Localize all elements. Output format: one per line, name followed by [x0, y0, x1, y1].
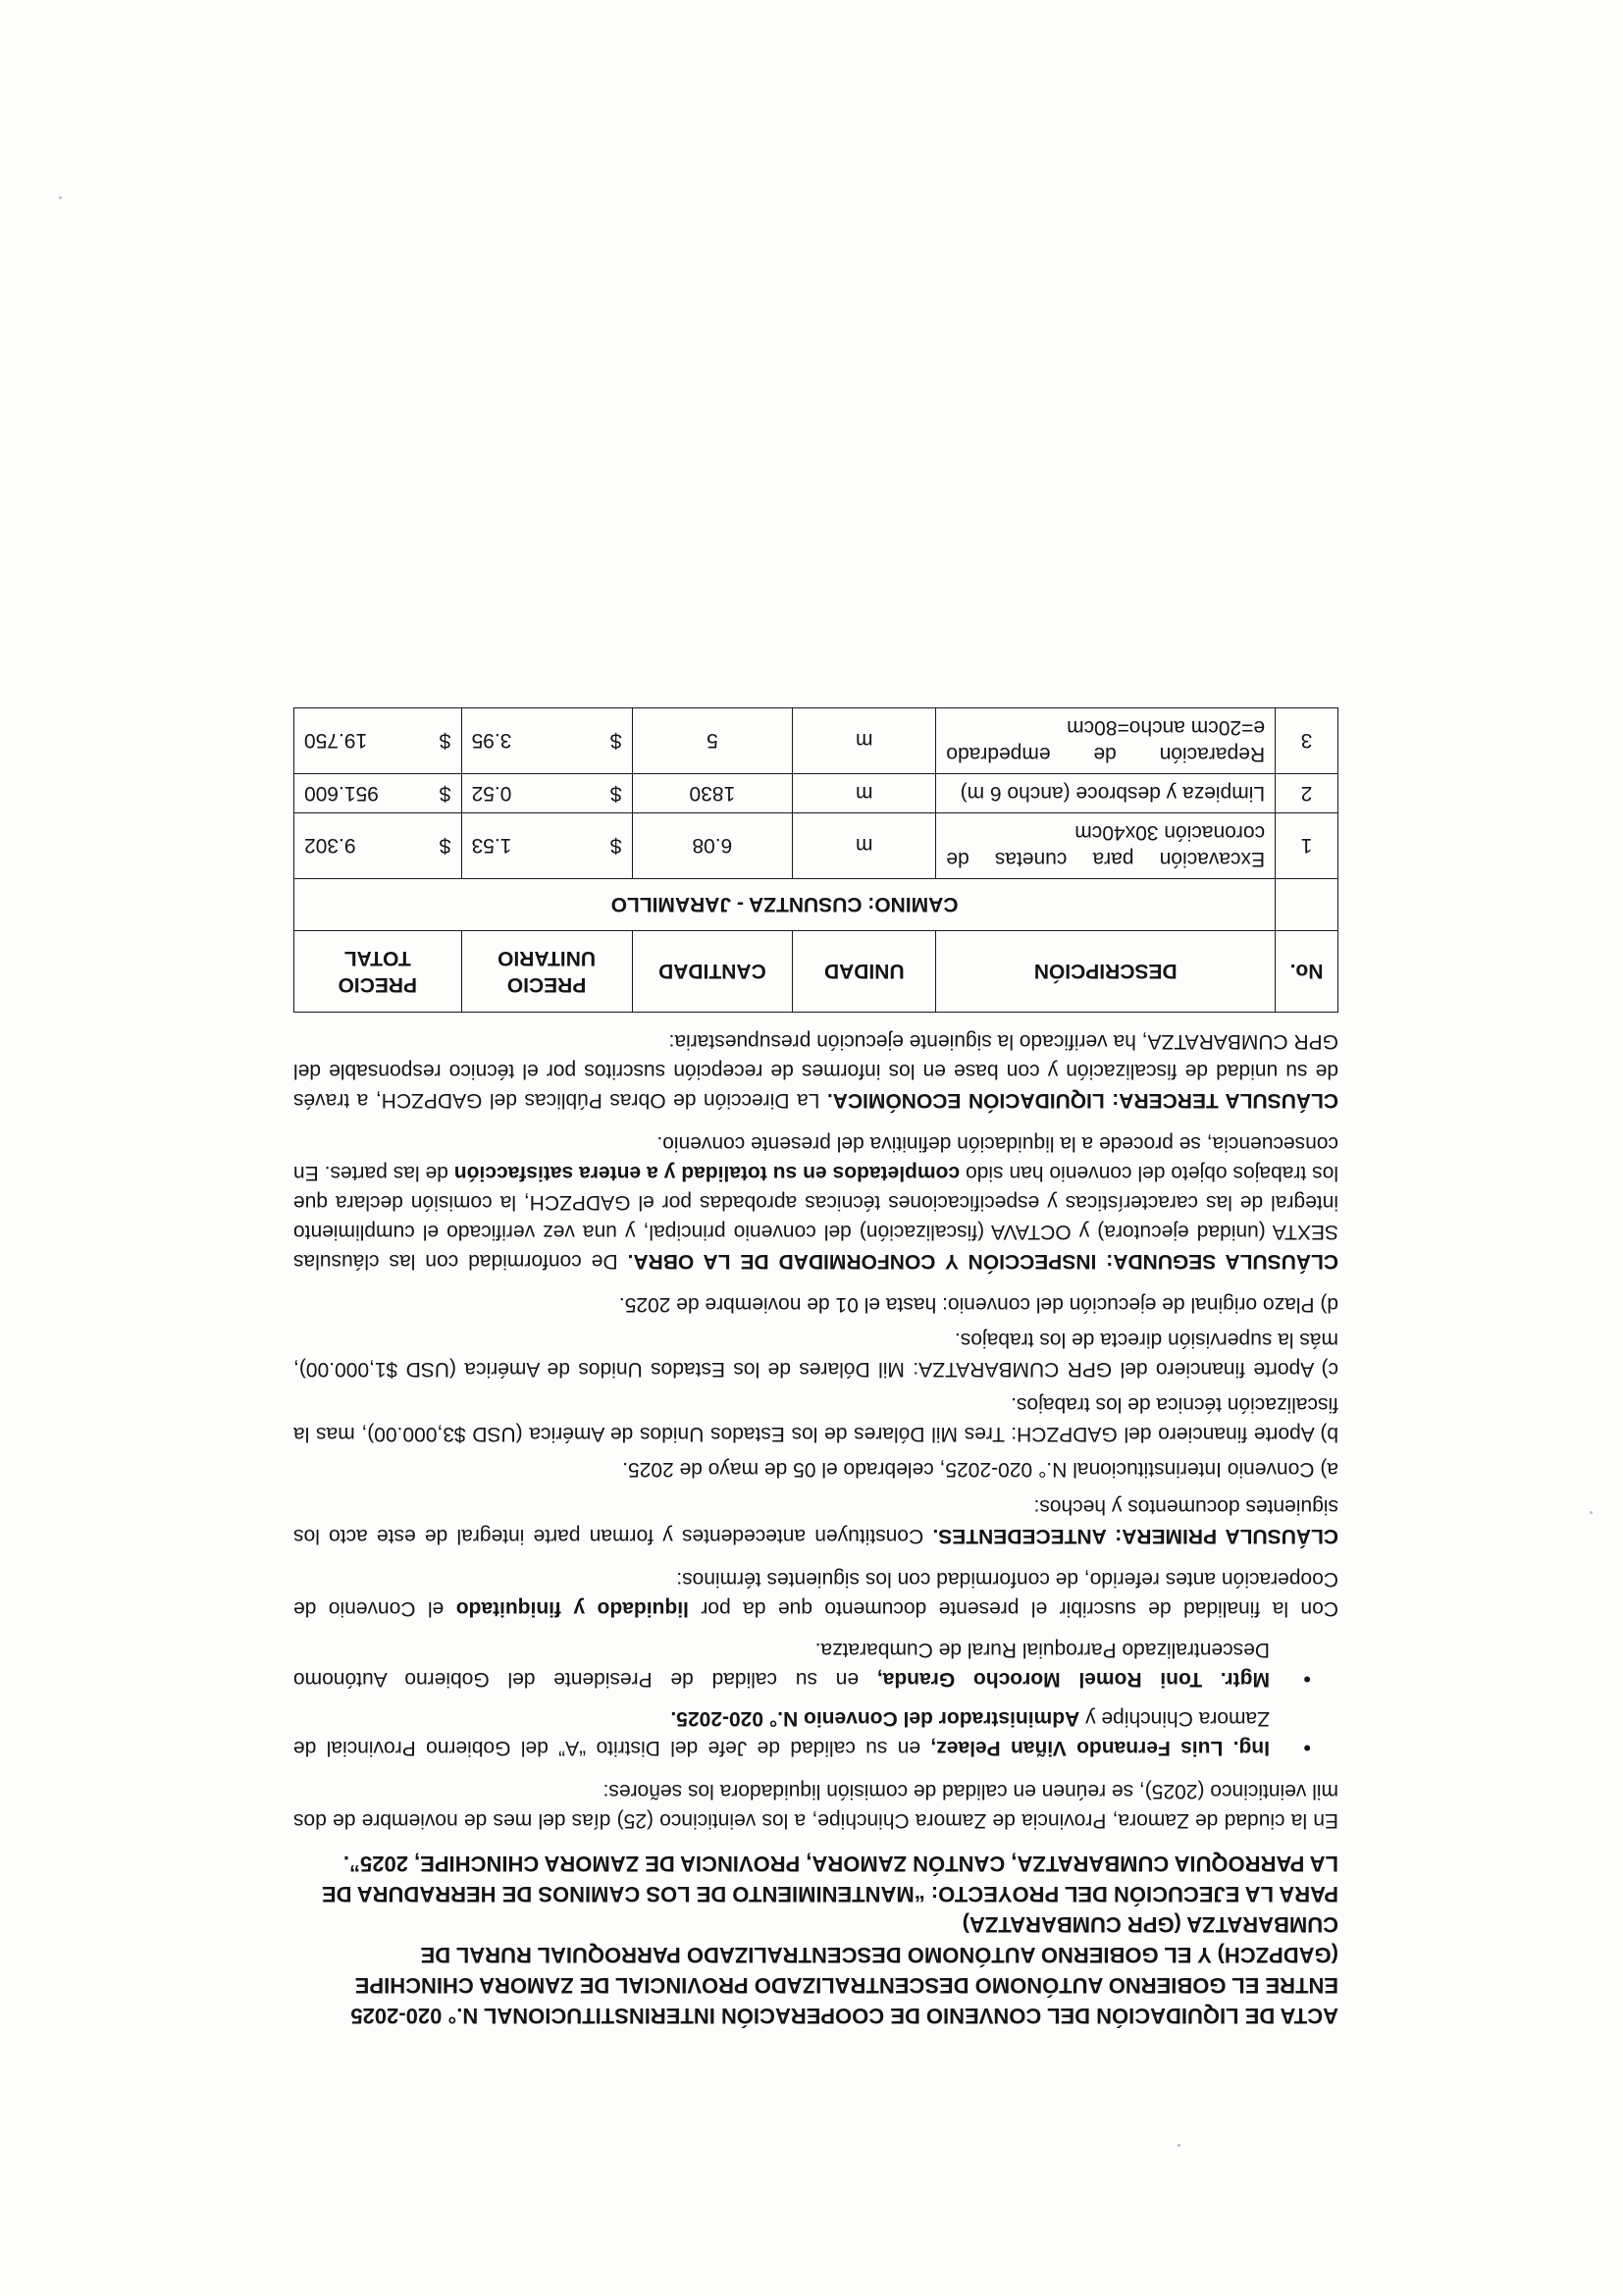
title-line-3: (GADPZCH) Y EL GOBIERNO AUTÓNOMO DESCENTRALIZADO PARROQUIAL RURAL DE [420, 1943, 1338, 1967]
cell-no: 2 [1276, 774, 1338, 813]
clause-2-bold: completados en su totalidad y a entera satisfacción [453, 1162, 961, 1184]
currency-symbol: $ [439, 782, 451, 805]
signer-item [293, 1635, 1338, 1694]
antecedents-list [293, 1289, 1338, 1484]
title-line-1: ACTA DE LIQUIDACIÓN DEL CONVENIO DE COOPERACIÓN INTERINSTITUCIONAL N.° 020-2025 [350, 2004, 1338, 2028]
cell-unit-price [461, 774, 632, 813]
cell-unit: m [793, 813, 936, 879]
cell-description: Excavación para cunetas de coronación 30x40cm [936, 813, 1276, 879]
title-line-2: ENTRE EL GOBIERNO AUTÓNOMO DESCENTRALIZADO PROVINCIAL DE ZAMORA CHINCHIPE [354, 1973, 1338, 1998]
clause-1-heading: CLÁUSULA PRIMERA: ANTECEDENTES. [932, 1525, 1338, 1547]
total-value: 9.302 [304, 834, 356, 858]
signer-item [293, 1703, 1338, 1762]
section-spacer [1276, 879, 1338, 931]
cell-description: Reparación de empedrado e=20cm ancho=80cm [936, 708, 1276, 774]
total-value: 951.600 [304, 782, 379, 805]
clause-2-text: De conformidad con las cláusulas SEXTA (unidad ejecutora) y OCTAVA (fiscalización) del convenio principal, y una vez verificado el cumplimiento integral de las características y especificaciones técnicas aprobadas por el GADPZCH, la comisión declara que los trabajos objeto del convenio han sido [292, 1162, 1338, 1273]
clause-2-heading: CLÁUSULA SEGUNDA: INSPECCIÓN Y CONFORMIDAD DE LA OBRA. [627, 1250, 1338, 1273]
antecedent-item-a: a) Convenio Interinstitucional N.° 020-2025, celebrado el 05 de mayo de 2025. [622, 1458, 1338, 1481]
unit-price-value: 1.53 [471, 834, 512, 858]
purpose-bold: liquidado y finiquitado [455, 1597, 689, 1620]
scan-speck [1178, 2144, 1180, 2147]
purpose-text: Con la finalidad de suscribir el presente documento que da por [688, 1597, 1338, 1620]
title-line-4: CUMBARATZA (GPR CUMBARATZA) [962, 1912, 1338, 1937]
cell-quantity: 6.08 [632, 813, 793, 879]
cell-quantity: 5 [632, 708, 793, 774]
budget-table [293, 707, 1338, 1013]
scan-speck [1590, 1511, 1593, 1514]
cell-total [294, 708, 462, 774]
cell-unit-price [461, 708, 632, 774]
signer-name: Mgtr. Toni Romel Morocho Granda, [876, 1668, 1270, 1691]
antecedent-item-c: c) Aporte financiero del GPR CUMBARATZA: Mil Dólares de los Estados Unidos de América (USD $1,000.00), más la supervisión directa de los trabajos. [293, 1329, 1338, 1381]
purpose-text-end: el Convenio de Cooperación antes referido, de conformidad con los siguientes términos: [293, 1568, 1338, 1620]
currency-symbol: $ [609, 729, 622, 753]
intro-paragraph: En la ciudad de Zamora, Provincia de Zamora Chinchipe, a los veinticinco (25) días del mes de noviembre de dos mil veinticinco (2025), se reúnen en calidad de comisión liquidadora los señores: [293, 1780, 1338, 1832]
clause-3-text: La Dirección de Obras Públicas del GADPZCH, a través de su unidad de fiscalización y con base en los informes de recepción suscritos por el técnico responsable del GPR CUMBARATZA, ha verificado la siguiente ejecución presupuestaria: [293, 1030, 1338, 1112]
antecedent-item-b: b) Aporte financiero del GADPZCH: Tres Mil Dólares de los Estados Unidos de América (USD $3,000.00), mas la fiscalización técnica de los trabajos. [293, 1393, 1338, 1445]
currency-symbol: $ [439, 729, 451, 753]
clause-2-text-end: de las partes. En consecuencia, se procede a la liquidación definitiva del presente convenio. [293, 1132, 1338, 1184]
cell-no: 1 [1276, 813, 1338, 879]
header-description: DESCRIPCIÓN [936, 931, 1276, 1013]
cell-total [294, 813, 462, 879]
cell-unit: m [793, 774, 936, 813]
header-total: PRECIO TOTAL [294, 931, 462, 1013]
header-no: No. [1276, 931, 1338, 1013]
title-line-5: PARA LA EJECUCIÓN DEL PROYECTO: “MANTENIMIENTO DE LOS CAMINOS DE HERRADURA DE [321, 1882, 1338, 1906]
cell-total [294, 774, 462, 813]
table-row [294, 813, 1338, 879]
cell-quantity: 1830 [632, 774, 793, 813]
signer-role-bold: Administrador del Convenio N.° 020-2025. [670, 1707, 1080, 1730]
clause-3 [293, 1026, 1338, 1115]
cell-description: Limpieza y desbroce (ancho 6 m) [936, 774, 1276, 813]
total-value: 19.750 [304, 729, 368, 753]
cell-no: 3 [1276, 708, 1338, 774]
signer-role: en su calidad de Jefe del Distrito “A” del Gobierno Provincial de Zamora Chinchipe y [292, 1707, 1270, 1759]
clause-2 [293, 1128, 1338, 1276]
table-row [294, 774, 1338, 813]
purpose-paragraph [293, 1564, 1338, 1623]
unit-price-value: 0.52 [471, 782, 512, 805]
table-section-row [294, 879, 1338, 931]
clause-1-text: Constituyen antecedentes y forman parte integral de este acto los siguientes documentos y hechos: [293, 1495, 1338, 1547]
header-unit-price: PRECIO UNITARIO [461, 931, 632, 1013]
clause-1 [293, 1491, 1338, 1550]
unit-price-value: 3.95 [471, 729, 512, 753]
clause-3-heading: CLÁUSULA TERCERA: LIQUIDACIÓN ECONÓMICA. [826, 1089, 1338, 1112]
antecedent-item-d: d) Plazo original de ejecución del convenio: hasta el 01 de noviembre de 2025. [618, 1293, 1338, 1316]
section-title: CAMINO: CUSUNTZA - JARAMILLO [294, 879, 1276, 931]
cell-unit-price [461, 813, 632, 879]
title-line-6: LA PARROQUIA CUMBARATZA, CANTÓN ZAMORA, PROVINCIA DE ZAMORA CHINCHIPE, 2025”. [342, 1852, 1338, 1876]
cell-unit: m [793, 708, 936, 774]
header-unit: UNIDAD [793, 931, 936, 1013]
header-quantity: CANTIDAD [632, 931, 793, 1013]
signer-role: en su calidad de Presidente del Gobierno Autónomo Descentralizado Parroquial Rural de Cumbaratza. [293, 1639, 1270, 1691]
document-body [293, 707, 1338, 2031]
document-title [293, 1849, 1338, 2031]
scan-speck [59, 196, 62, 199]
table-row [294, 708, 1338, 774]
signer-name: Ing. Luis Fernando Viñan Pelaez, [930, 1737, 1270, 1759]
signers-list [293, 1635, 1338, 1762]
currency-symbol: $ [609, 834, 622, 858]
table-header-row [294, 931, 1338, 1013]
currency-symbol: $ [439, 834, 451, 858]
currency-symbol: $ [609, 782, 622, 805]
